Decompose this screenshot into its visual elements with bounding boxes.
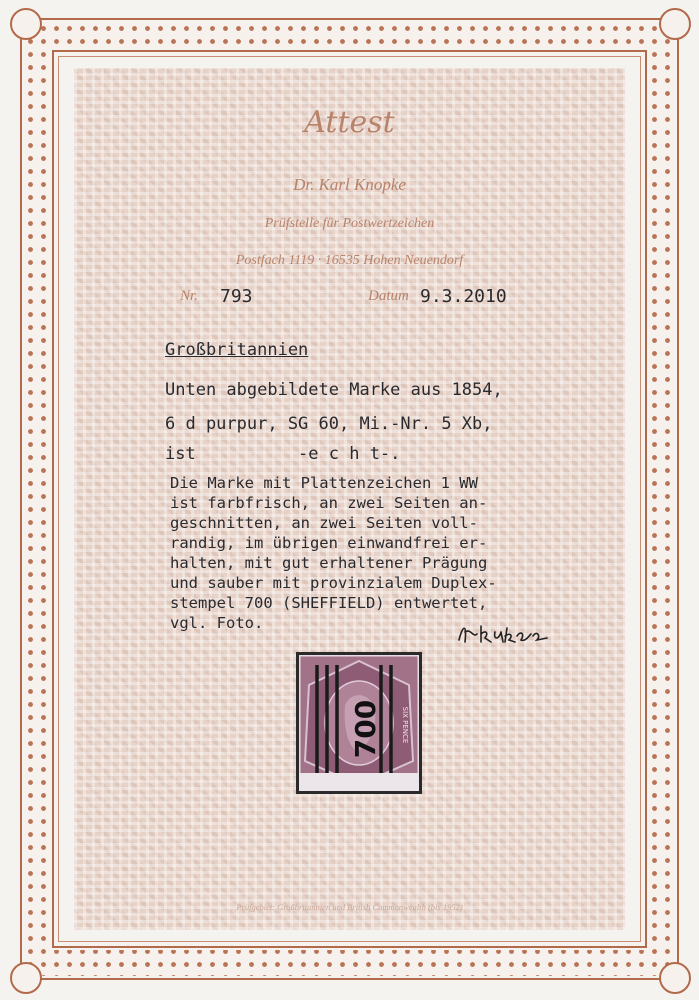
certificate-date: 9.3.2010 [420, 286, 507, 307]
number-label: Nr. [180, 288, 198, 304]
description-line: randig, im übrigen einwandfrei er- [170, 534, 488, 552]
description-line: vgl. Foto. [170, 614, 264, 632]
cancel-numeral: 700 [349, 699, 382, 759]
footer-note: Prüfgebiet: Großbritannien und British Commonwealth (bis 1952) [236, 902, 463, 912]
stamp-image [299, 655, 419, 791]
corner-ornament [659, 8, 691, 40]
signature [455, 620, 550, 646]
certificate-number: 793 [220, 286, 253, 307]
corner-ornament [10, 8, 42, 40]
text-line: 6 d purpur, SG 60, Mi.-Nr. 5 Xb, [165, 414, 493, 434]
date-label: Datum [368, 288, 409, 304]
description-line: halten, mit gut erhaltener Prägung [170, 554, 488, 572]
country-heading: Großbritannien [165, 340, 309, 360]
corner-ornament [10, 962, 42, 994]
description-line: Die Marke mit Plattenzeichen 1 WW [170, 474, 478, 492]
stamp-photo [296, 652, 422, 794]
issuer-name: Dr. Karl Knopke [293, 175, 406, 194]
issuer-address: Postfach 1119 · 16535 Hohen Neuendorf [235, 253, 464, 268]
description-line: stempel 700 (SHEFFIELD) entwertet, [170, 594, 488, 612]
description-line: geschnitten, an zwei Seiten voll- [170, 514, 478, 532]
corner-ornament [659, 962, 691, 994]
certificate-title: Attest [304, 105, 395, 140]
description-line: und sauber mit provinzialem Duplex- [170, 574, 497, 592]
description-line: ist farbfrisch, an zwei Seiten an- [170, 494, 488, 512]
text-line: ist -e c h t-. [165, 444, 401, 464]
issuer-office: Prüfstelle für Postwertzeichen [264, 216, 435, 231]
stamp-value-text: SIX PENCE [401, 706, 409, 744]
text-line: Unten abgebildete Marke aus 1854, [165, 380, 503, 400]
